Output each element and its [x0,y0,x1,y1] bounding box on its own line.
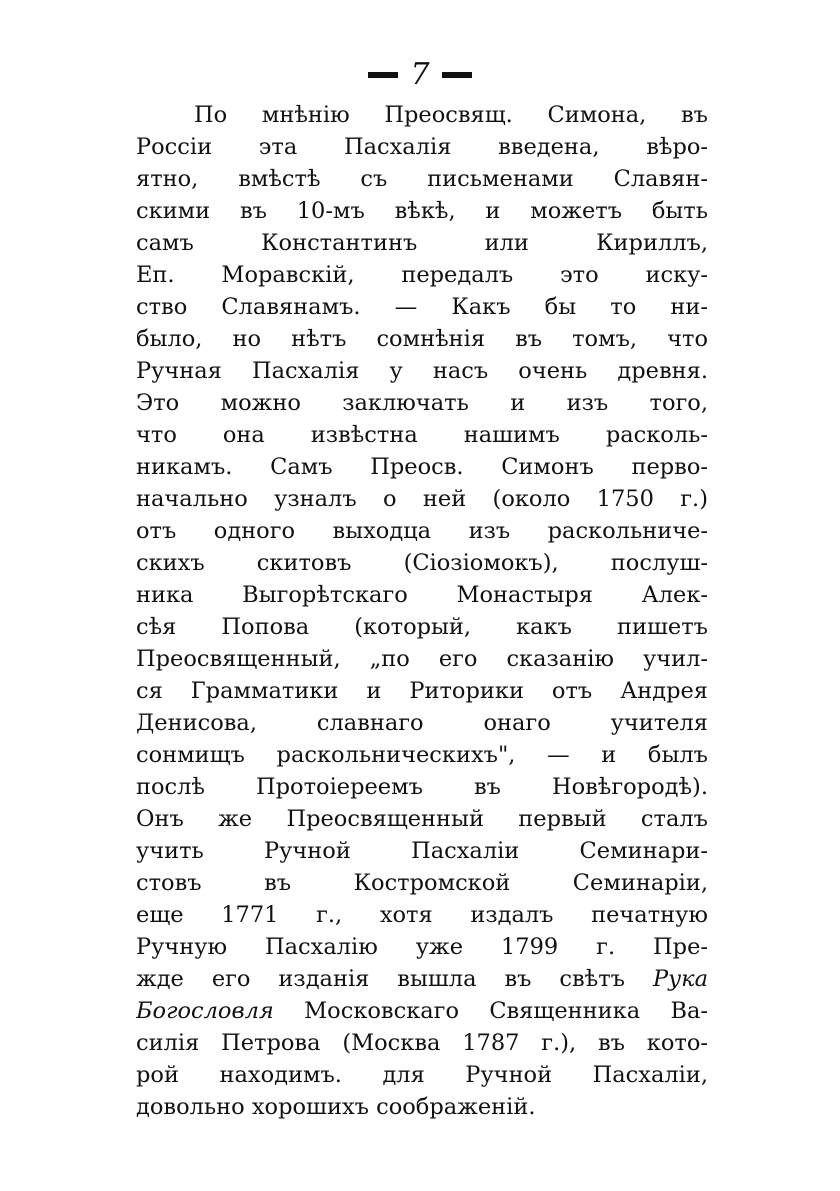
text-line: учить Ручной Пасхаліи Семинари- [136,838,708,864]
text-line: Россіи эта Пасхалія введена, вѣро- [136,134,708,160]
text-line: сонмищъ раскольническихъ", — и былъ [136,742,708,768]
text-line: еще 1771 г., хотя издалъ печатную [136,902,708,928]
italic-title-word: Рука [652,966,708,992]
italic-title-word: Богословля [136,998,274,1024]
text-line: стовъ въ Костромской Семинаріи, [136,870,708,896]
text-line: Ручную Пасхалію уже 1799 г. Пре- [136,934,708,960]
text-line: послѣ Протоіереемъ въ Новѣгородѣ). [136,774,708,800]
text-line: ся Грамматики и Риторики отъ Андрея [136,678,708,704]
text-line: скими въ 10-мъ вѣкѣ, и можетъ быть [136,198,708,224]
text-line: Денисова, славнаго онаго учителя [136,710,708,736]
header-rule-right [442,72,472,78]
text-line: скихъ скитовъ (Сіозіомокъ), послуш- [136,550,708,576]
page-number: 7 [410,57,430,92]
text-line-mixed [136,995,708,1027]
text-line: Преосвященный, „по его сказанію учил- [136,646,708,672]
text-line: рой находимъ. для Ручной Пасхаліи, [136,1062,708,1088]
text-line: начально узналъ о ней (около 1750 г.) [136,486,708,512]
text-line: никамъ. Самъ Преосв. Симонъ перво- [136,454,708,480]
text-line: Онъ же Преосвященный первый сталъ [136,806,708,832]
text-line: ника Выгорѣтскаго Монастыря Алек- [136,582,708,608]
text-segment: жде его изданія вышла въ свѣтъ [136,966,625,992]
text-line: силія Петрова (Москва 1787 г.), въ кото- [136,1030,708,1056]
text-line: отъ одного выходца изъ раскольниче- [136,518,708,544]
text-line: сѣя Попова (который, какъ пишетъ [136,614,708,640]
text-line: По мнѣнію Преосвящ. Симона, въ [194,102,708,128]
text-line-mixed [136,963,708,995]
text-line: самъ Константинъ или Кириллъ, [136,230,708,256]
header-rule-left [368,72,398,78]
text-line: что она извѣстна нашимъ расколь- [136,422,708,448]
page-header [0,58,840,92]
text-segment: Московскаго Священника Ва- [304,998,708,1024]
text-line: Еп. Моравскій, передалъ это иску- [136,262,708,288]
text-line: Ручная Пасхалія у насъ очень древня. [136,358,708,384]
text-line: ятно, вмѣстѣ съ письменами Славян- [136,166,708,192]
text-line: ство Славянамъ. — Какъ бы то ни- [136,294,708,320]
text-line: Это можно заключать и изъ того, [136,390,708,416]
body-paragraph [136,99,708,1123]
text-line: было, но нѣтъ сомнѣнія въ томъ, что [136,326,708,352]
text-line-last: довольно хорошихъ соображеній. [136,1094,536,1120]
